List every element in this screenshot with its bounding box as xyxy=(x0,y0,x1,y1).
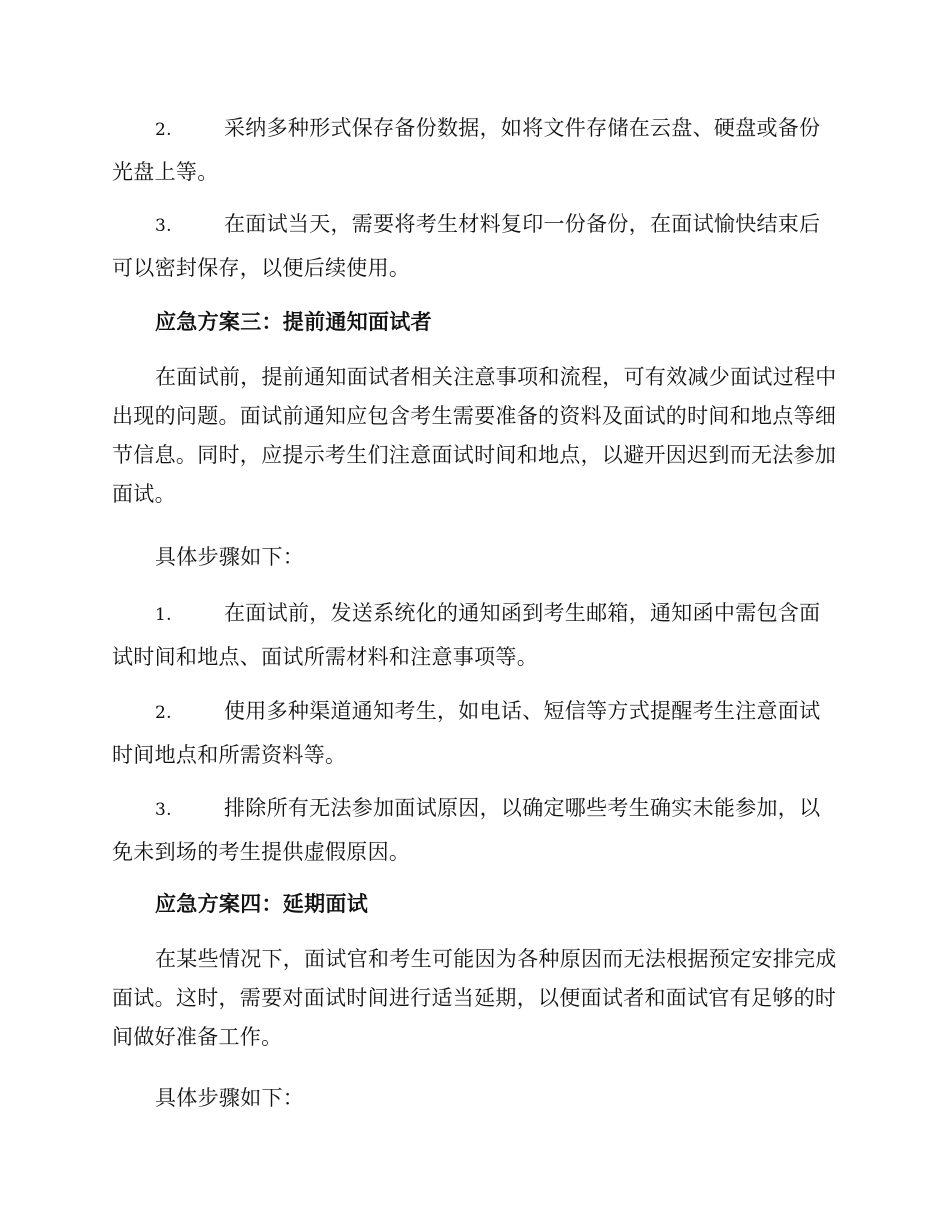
section-heading: 应急方案四：延期面试 xyxy=(155,891,368,916)
list-item-text: 使用多种渠道通知考生，如电话、短信等方式提醒考生注意面试时间地点和所需资料等。 xyxy=(112,699,821,767)
list-item xyxy=(112,592,837,678)
list-item xyxy=(112,690,837,776)
steps-label: 具体步骤如下： xyxy=(155,545,305,569)
paragraph: 在面试前，提前通知面试者相关注意事项和流程，可有效减少面试过程中出现的问题。面试前通知应包含考生需要准备的资料及面试的时间和地点等细节信息。同时，应提示考生们注意面试时间和地点，以避开因迟到而无法参加面试。 xyxy=(112,365,837,506)
list-item-text: 在面试当天，需要将考生材料复印一份备份，在面试愉快结束后可以密封保存，以便后续使用。 xyxy=(112,212,821,280)
paragraph: 在某些情况下，面试官和考生可能因为各种原因而无法根据预定安排完成面试。这时，需要对面试时间进行适当延期，以便面试者和面试官有足够的时间做好准备工作。 xyxy=(112,947,837,1049)
steps-label: 具体步骤如下： xyxy=(155,1086,305,1110)
list-number: 2. xyxy=(155,120,172,140)
section-heading: 应急方案三：提前通知面试者 xyxy=(155,309,432,334)
list-number: 3. xyxy=(155,800,172,820)
list-item-text: 在面试前，发送系统化的通知函到考生邮箱，通知函中需包含面试时间和地点、面试所需材料和注意事项等。 xyxy=(112,601,821,669)
list-number: 1. xyxy=(155,605,172,625)
list-item xyxy=(112,107,837,193)
list-item xyxy=(112,203,837,289)
list-item-text: 采纳多种形式保存备份数据，如将文件存储在云盘、硬盘或备份光盘上等。 xyxy=(112,116,821,184)
list-number: 3. xyxy=(155,216,172,236)
list-item xyxy=(112,787,837,873)
list-item-text: 排除所有无法参加面试原因，以确定哪些考生确实未能参加，以免未到场的考生提供虚假原因。 xyxy=(112,796,821,864)
list-number: 2. xyxy=(155,703,172,723)
